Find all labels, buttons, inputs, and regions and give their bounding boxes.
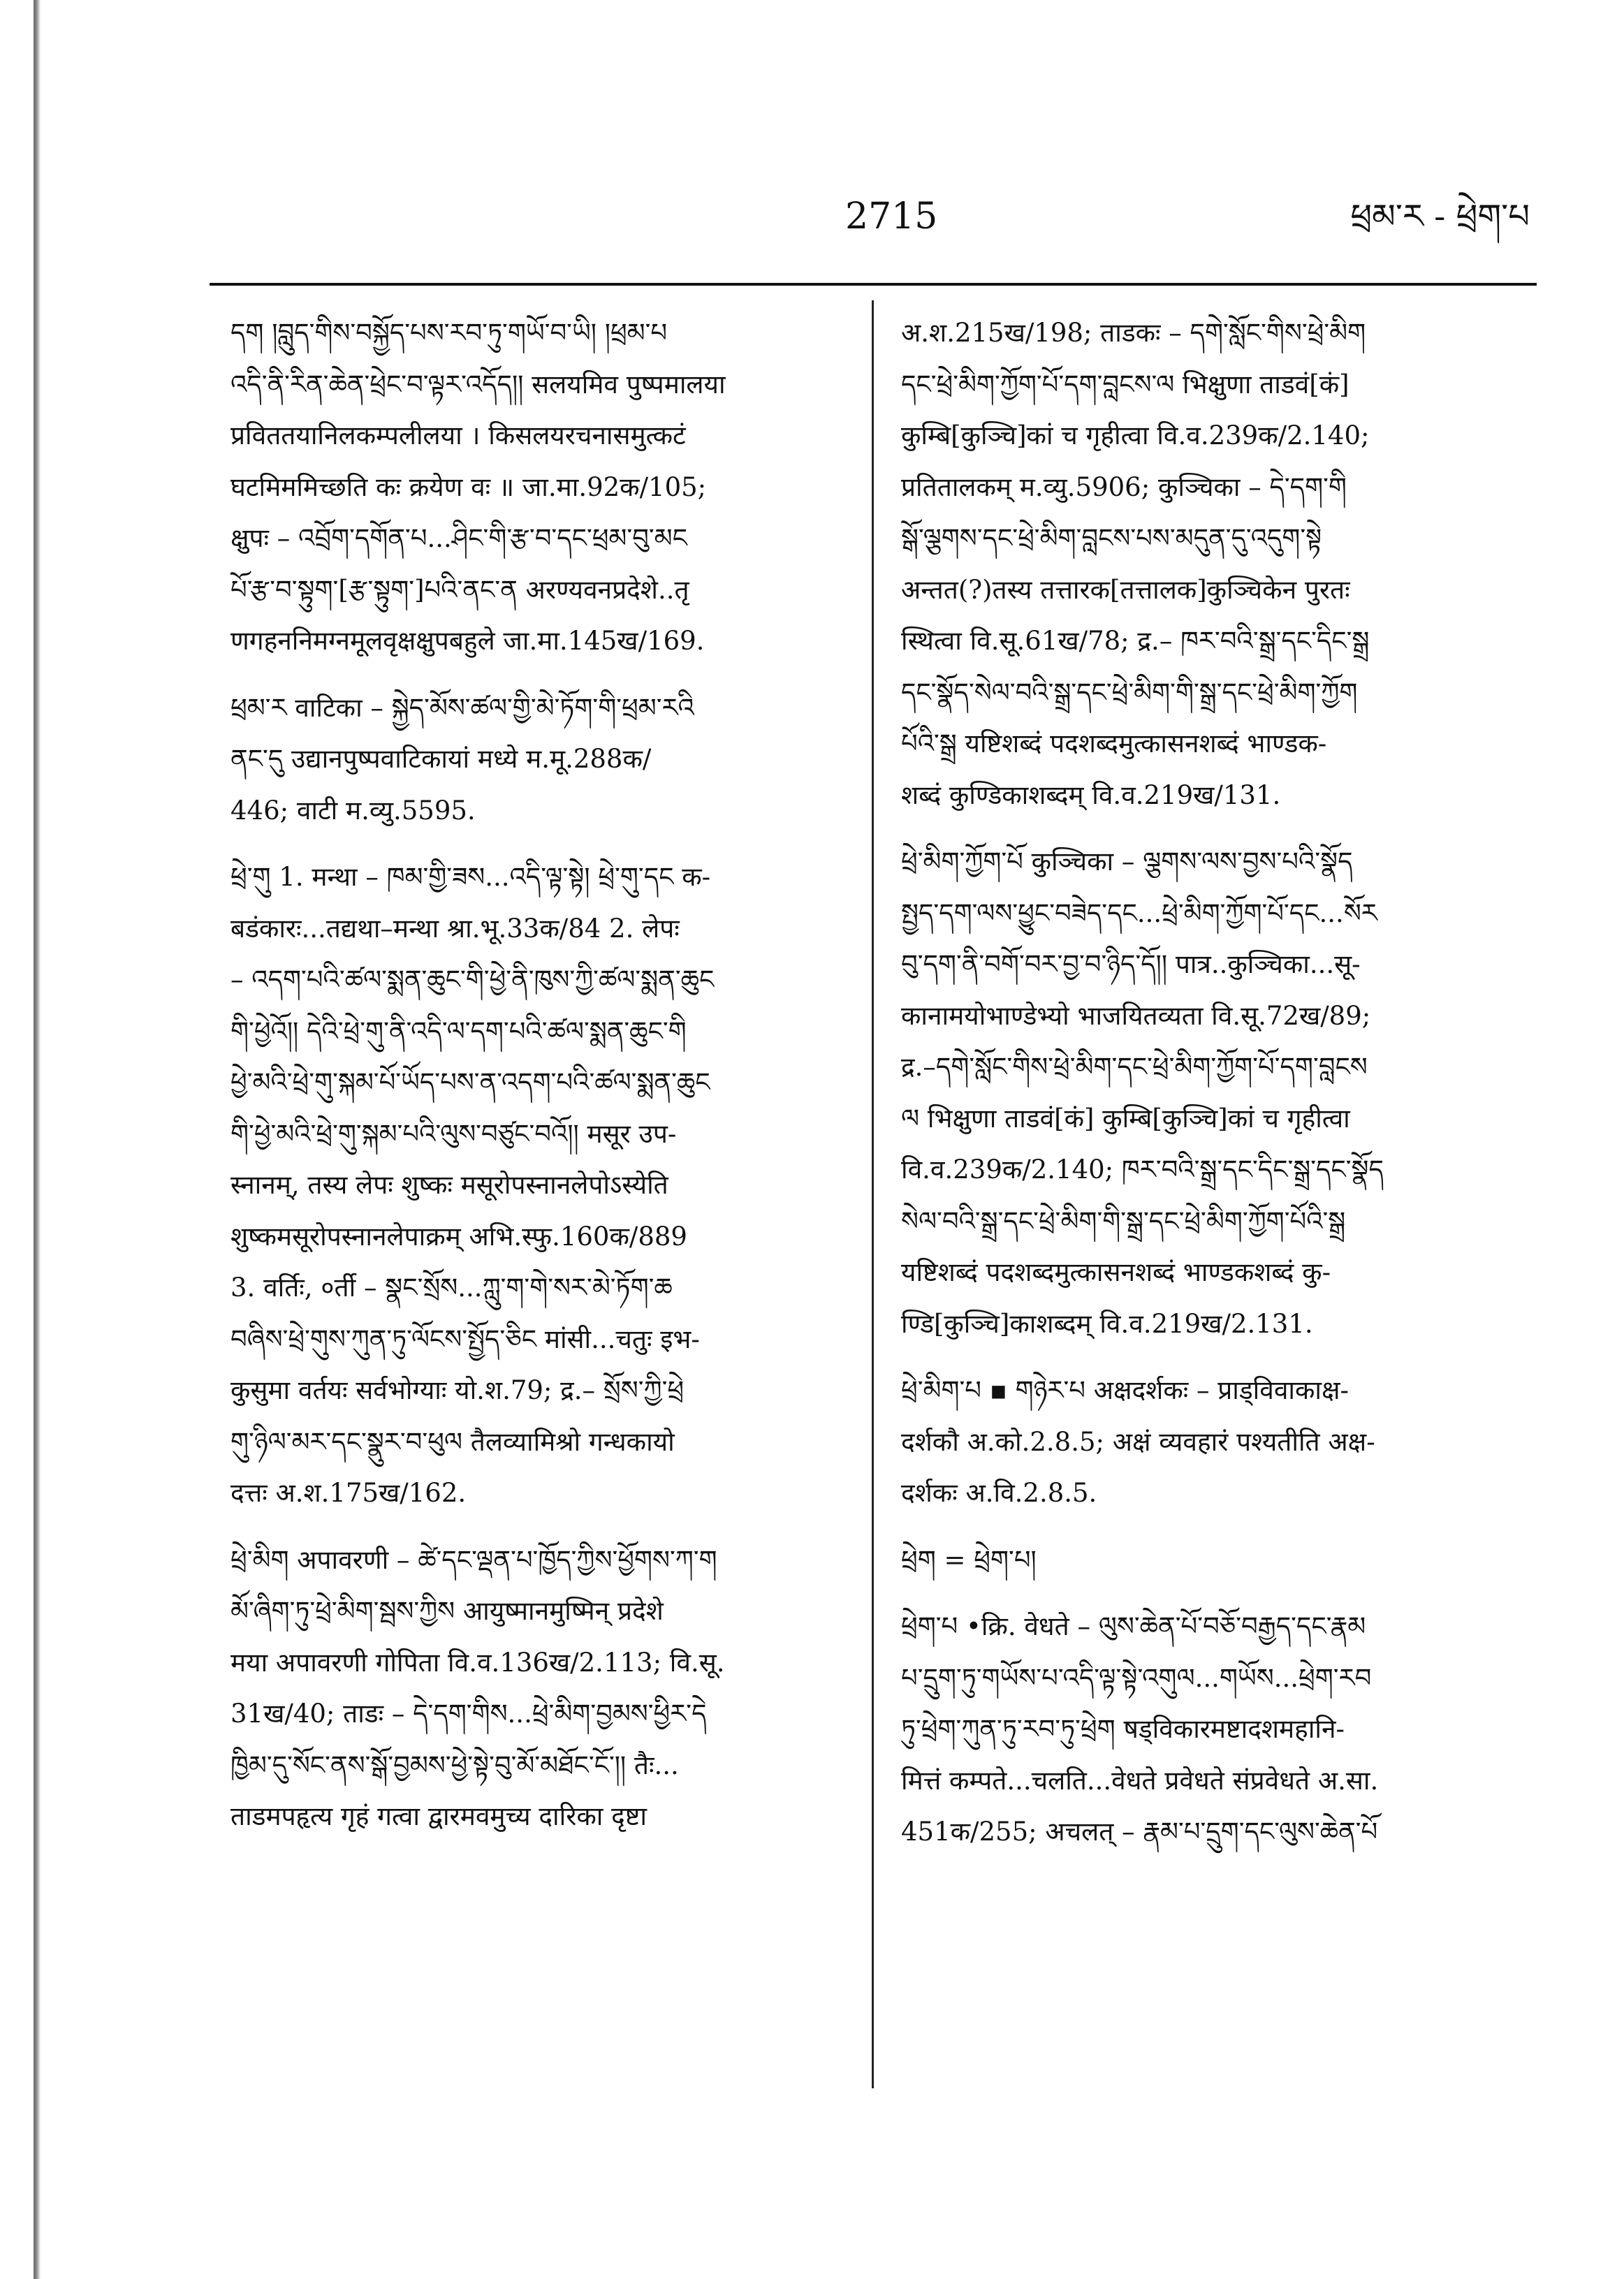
entry-line: སྒོ་ལྕགས་དང་ཕྲེ་མིག་བླངས་པས་མདུན་དུ་འདུག་སྟེ <box>901 523 1322 553</box>
dictionary-entry <box>901 1601 1516 1858</box>
entry-line: ཕྲེ་མིག་པ ▪ གཉེར་པ अक्षदर्शकः – प्राड्विवाकाक्ष- <box>901 1375 1349 1405</box>
entry-line: दर्शकः अ.वि.2.8.5. <box>901 1478 1097 1508</box>
entry-line: ལ भिक्षुणा ताडवं[कं] कुम्बि[कुञ्चि]कां च गृहीत्वा <box>901 1103 1350 1134</box>
entry-line: कुम्बि[कुञ्चि]कां च गृहीत्वा वि.व.239क/2.140; <box>901 420 1370 450</box>
entry-line: कानामयोभाण्डेभ्यो भाजयितव्यता वि.सू.72ख/89; <box>901 1000 1371 1031</box>
entry-line: यष्टिशब्दं पदशब्दमुत्कासनशब्दं भाण्डकशब्दं कु- <box>901 1257 1331 1287</box>
entry-line: स्नानम्, तस्य लेपः शुष्कः मसूरोपस्नानलेपोऽस्येति <box>231 1170 668 1200</box>
entry-line: 451क/255; अचलत् – རྣམ་པ་དྲུག་དང་ལུས་ཆེན་པོ <box>901 1817 1378 1847</box>
entry-line: शब्दं कुण्डिकाशब्दम् वि.व.219ख/131. <box>901 779 1281 810</box>
entry-line: ཕྲམ་ར वाटिका – སྐྱེད་མོས་ཚལ་གྱི་མེ་ཏོག་གི་ཕྲམ་རའི <box>231 692 694 723</box>
entry-line: དང་ཕྲེ་མིག་ཀྱོག་པོ་དག་བླངས་ལ भिक्षुणा ताडवं[कं] <box>901 369 1349 400</box>
dictionary-entry <box>231 307 845 667</box>
entry-line: ཕྲེག་པ •क्रि. वेधते – ལུས་ཆེན་པོ་བཅོ་བརྒྱད་དང་རྣམ <box>901 1611 1366 1641</box>
dictionary-entry <box>231 682 845 837</box>
dictionary-entry <box>901 1534 1516 1586</box>
entry-line: ཕྲེ་མིག་ཀྱོག་པོ कुञ्चिका – ལྕགས་ལས་བྱས་པའི་སྣོད <box>901 847 1353 877</box>
entry-line: དང་སྣོད་སེལ་བའི་སྒྲ་དང་ཕྲེ་མིག་གི་སྒྲ་དང་ཕྲེ་མིག་ཀྱོག <box>901 677 1358 708</box>
entry-line: 446; वाटी म.व्यु.5595. <box>231 795 476 826</box>
entry-line: मया अपावरणी गोपिता वि.व.136ख/2.113; वि.सू. <box>231 1647 725 1678</box>
entry-line: དག །བླུད་གིས་བསྐྱོད་པས་རབ་ཏུ་གཡོ་བ་ཡི། །ཕྲམ་པ <box>231 318 668 348</box>
header-rule <box>210 283 1537 286</box>
entry-line: ཕྲེ་གུ 1. मन्था – ཁམ་གྱི་ཟས...འདི་ལྟ་སྟེ། ཕྲེ་གུ་དང क- <box>231 862 711 892</box>
entry-line: प्रतितालकम् म.व्यु.5906; कुञ्चिका – དེ་དག་གི <box>901 471 1347 502</box>
entry-line: शुष्कमसूरोपस्नानलेपाक्रम् अभि.स्फु.160क/889 <box>231 1221 687 1252</box>
entry-line: པོ་རྩ་བ་སྟུག་[རྩ་སྟུག་]པའི་ནང་ན अरण्यवनप्रदेशे..तृ <box>231 574 689 605</box>
entry-line: ཕྲེ་མིག अपावरणी – ཚེ་དང་ལྡན་པ་ཁྱོད་ཀྱིས་ཕྱོགས་ཀ་ག <box>231 1544 717 1575</box>
entry-line: གི་ཕྱེ་མའི་ཕྲེ་གུ་སྐམ་པའི་ལུས་བཙུང་བའོ།། मसूर उप- <box>231 1118 677 1149</box>
entry-line: प्रविततयानिलकम्पलीलया । किसलयरचनासमुत्कटं <box>231 420 686 450</box>
entry-line: दत्तः अ.श.175ख/162. <box>231 1478 467 1508</box>
left-column <box>231 307 845 1842</box>
dictionary-entry <box>901 307 1516 821</box>
entry-line: ཁྱིམ་དུ་སོང་ནས་སྒོ་བྱམས་ཕྱེ་སྟེ་བུ་མོ་མཐོང་ངོ་།། तैः... <box>231 1750 679 1780</box>
page-header <box>231 189 1530 251</box>
running-head: ཕྲམ་ར - ཕྲེག་པ <box>1350 197 1530 236</box>
entry-line: ནང་དུ उद्यानपुष्पवाटिकायां मध्ये म.मू.288क/ <box>231 744 652 774</box>
entry-line: मित्तं कम्पते...चलति...वेधते प्रवेधते संप्रवेधते अ.सा. <box>901 1765 1379 1796</box>
entry-line: བཞིས་ཕྲེ་གུས་ཀུན་ཏུ་ལོངས་སྤྱོད་ཅིང मांसी...चतुः इभ- <box>231 1324 700 1354</box>
entry-line: གུ་ཉིལ་མར་དང་སྣུར་བ་ཕུལ तैलव्यामिश्रो गन्धकायो <box>231 1426 675 1457</box>
dictionary-entry <box>231 851 845 1519</box>
entry-line: པོའི་སྒྲ यष्टिशब्दं पदशब्दमुत्कासनशब्दं भाण्डक- <box>901 728 1327 759</box>
entry-line: दर्शकौ अ.को.2.8.5; अक्षं व्यवहारं पश्यतीति अक्ष- <box>901 1426 1375 1457</box>
entry-line: པ་དྲུག་ཏུ་གཡོས་པ་འདི་ལྟ་སྟེ་འགུལ...གཡོས...ཕྲེག་རབ <box>901 1662 1372 1693</box>
entry-line: ण्डि[कुञ्चि]काशब्दम् वि.व.219ख/2.131. <box>901 1308 1313 1339</box>
entry-line: ཕྲེག = ཕྲེག་པ། <box>901 1544 1037 1575</box>
entry-line: कुसुमा वर्तयः सर्वभोग्याः यो.श.79; द्र.– སྲོས་ཀྱི་ཕྲེ <box>231 1375 685 1405</box>
right-column <box>901 307 1516 1858</box>
entry-line: वि.व.239क/2.140; ཁར་བའི་སྒྲ་དང་དིང་སྒྲ་དང་སྣོད <box>901 1155 1384 1185</box>
entry-line: द्र.–དགེ་སློང་གིས་ཕྲེ་མིག་དང་ཕྲེ་མིག་ཀྱོག་པོ་དག་བླངས <box>901 1052 1368 1082</box>
entry-line: སེལ་བའི་སྒྲ་དང་ཕྲེ་མིག་གི་སྒྲ་དང་ཕྲེ་མིག་ཀྱོག་པོའི་སྒྲ <box>901 1206 1346 1236</box>
entry-line: अन्तत(?)तस्य तत्तारक[तत्तालक]कुञ्चिकेन पुरतः <box>901 574 1350 605</box>
dictionary-entry <box>901 1365 1516 1519</box>
page-edge <box>34 0 41 2279</box>
entry-line: ཕྱེ་མའི་ཕྲེ་གུ་སྐམ་པོ་ཡོད་པས་ན་འདག་པའི་ཚལ་སྨན་ཆུང <box>231 1067 710 1097</box>
entry-line: स्थित्वा वि.सू.61ख/78; द्र.– ཁར་བའི་སྒྲ་དང་དིང་སྒྲ <box>901 626 1370 656</box>
entry-line: ཏུ་ཕྲེག་ཀུན་ཏུ་རབ་ཏུ་ཕྲེག षड्विकारमष्टादशमहानि- <box>901 1714 1345 1744</box>
entry-line: बडंकारः...तद्यथा–मन्था श्रा.भू.33क/84 2. लेपः <box>231 913 680 944</box>
entry-line: 3. वर्तिः, ०र्ती – སྣང་སྲོས...ཀླུ་ག་གེ་སར་མེ་ཏོག་ཆ <box>231 1273 673 1303</box>
entry-line: སྤྱད་དག་ལས་ཕྱུང་བཟེད་དང...ཕྲེ་མིག་ཀྱོག་པོ་དང...སོར <box>901 897 1377 928</box>
dictionary-entry <box>231 1534 845 1842</box>
entry-line: 31ख/40; ताडः – དེ་དག་གིས...ཕྲེ་མིག་བྱམས་ཕྱིར་དེ <box>231 1699 707 1729</box>
entry-line: བུ་དག་ནི་བགོ་བར་བྱ་བ་ཉིད་དོ།། पात्र..कुञ्चिका...सू- <box>901 949 1361 979</box>
column-divider <box>872 300 874 2088</box>
entry-line: क्षुपः – འབྲོག་དགོན་པ...ཤིང་གི་རྩ་བ་དང་ཕྲམ་བུ་མང <box>231 523 687 553</box>
entry-line: णगहननिमग्नमूलवृक्षक्षुपबहुले जा.मा.145ख/169. <box>231 626 705 656</box>
entry-line: – འདག་པའི་ཚལ་སྨན་ཆུང་གི་ཕྱེ་ནི་ཁུས་ཀྱི་ཚལ་སྨན་ཆུང <box>231 965 715 995</box>
entry-line: ताडमपहृत्य गृहं गत्वा द्वारमवमुच्य दारिका दृष्टा <box>231 1801 647 1831</box>
entry-line: གི་ཕྱེའོ།། དེའི་ཕྲེ་གུ་ནི་འདི་ལ་དག་པའི་ཚལ་སྨན་ཆུང་གི <box>231 1016 687 1046</box>
page-number: 2715 <box>845 196 938 237</box>
entry-line: མོ་ཞིག་ཏུ་ཕྲེ་མིག་སྦས་ཀྱིས आयुष्मानमुष्मिन् प्रदेशे <box>231 1596 664 1626</box>
entry-line: འདི་ནི་རིན་ཆེན་ཕྲེང་བ་ལྟར་འདོད།། सलयमिव पुष्पमालया <box>231 369 726 400</box>
dictionary-entry <box>901 836 1516 1349</box>
entry-line: घटमिममिच्छति कः क्रयेण वः ॥ जा.मा.92क/105; <box>231 471 707 502</box>
entry-line: अ.श.215ख/198; ताडकः – དགེ་སློང་གིས་ཕྲེ་མིག <box>901 318 1366 348</box>
